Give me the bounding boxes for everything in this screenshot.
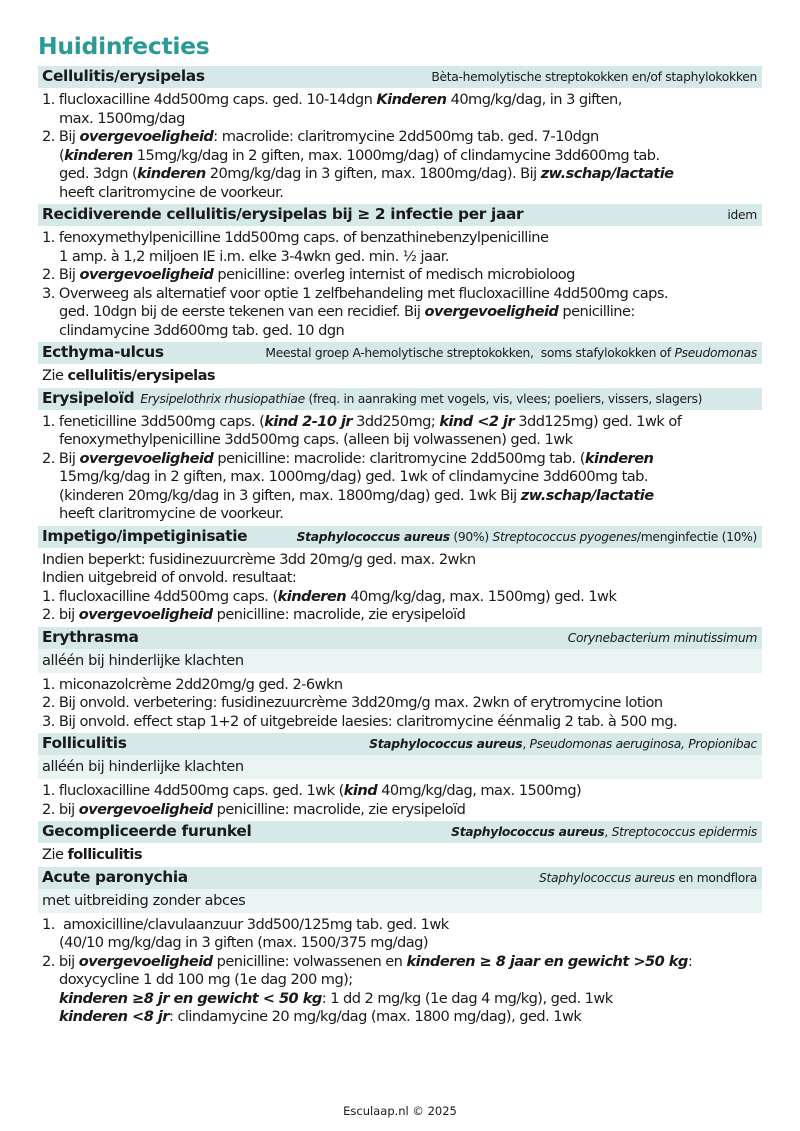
page-title: Huidinfecties [38,32,210,60]
section-body [38,364,762,388]
body-line: 1. flucloxacilline 4dd500mg caps. (kinderen 40mg/kg/dag, max. 1500mg) ged. 1wk [42,587,617,605]
body-line: 2. Bij onvold. verbetering: fusidinezuurcrème 3dd20mg/g max. 2wkn of erytromycine lotion [42,694,663,711]
section-header [38,821,762,843]
body-line: (kinderen 20mg/kg/dag in 3 giften, max. 1800mg/dag) ged. 1wk Bij zw.schap/lactatie [59,486,654,504]
section [38,821,762,867]
section-title: Folliculitis [42,734,127,752]
section [38,627,762,734]
section-organism: Erysipelothrix rhusiopathiae (freq. in aanraking met vogels, vis, vlees; poeliers, vissers, slagers) [140,391,703,406]
body-line: 3. Overweeg als alternatief voor optie 1 zelfbehandeling met flucloxacilline 4dd500mg caps. [42,284,668,302]
section-header [38,627,762,649]
body-line: 3. Bij onvold. effect stap 1+2 of uitgebreide laesies: claritromycine éénmalig 2 tab. à 500 mg. [42,712,678,730]
body-line: 1. flucloxacilline 4dd500mg caps. ged. 10-14dgn Kinderen 40mg/kg/dag, in 3 giften, [42,91,622,108]
section [38,204,762,342]
section-header [38,204,762,226]
section-note: alléén bij hinderlijke klachten [38,755,762,779]
section-organism: Staphylococcus aureus (90%) Streptococcus pyogenes/menginfectie (10%) [296,529,757,544]
section-header [38,733,762,755]
section-body [38,226,762,342]
section [38,342,762,388]
section-organism: Staphylococcus aureus, Pseudomonas aeruginosa, Propionibac [369,737,757,751]
body-line: (kinderen 15mg/kg/dag in 2 giften, max. 1000mg/dag) of clindamycine 3dd600mg tab. [59,146,660,164]
section-organism: Staphylococcus aureus, Streptococcus epidermis [451,825,757,839]
sections-container [38,66,762,1029]
body-line: clindamycine 3dd600mg tab. ged. 10 dgn [59,321,345,339]
section-body [38,913,762,1029]
section-header [38,867,762,889]
section-title: Impetigo/impetiginisatie [42,526,248,545]
body-line: 2. bij overgevoeligheid penicilline: volwassenen en kinderen ≥ 8 jaar en gewicht >50 kg: [42,952,693,970]
body-line: 1. flucloxacilline 4dd500mg caps. ged. 1wk (kind 40mg/kg/dag, max. 1500mg) [42,782,582,799]
body-line: 1. miconazolcrème 2dd20mg/g ged. 2-6wkn [42,675,343,693]
section-title: Recidiverende cellulitis/erysipelas bij ≥ 2 infectie per jaar [42,205,524,223]
body-line: (40/10 mg/kg/dag in 3 giften (max. 1500/375 mg/dag) [59,934,429,951]
body-line: Zie cellulitis/erysipelas [42,367,216,384]
section-header [38,388,762,410]
section-header [38,66,762,88]
section [38,867,762,1029]
section-organism: Meestal groep A-hemolytische streptokokken, soms stafylokokken of Pseudomonas [265,346,757,360]
body-line: 2. Bij overgevoeligheid penicilline: overleg internist of medisch microbioloog [42,266,575,283]
section-organism: Bèta-hemolytische streptokokken en/of staphylokokken [431,70,757,84]
body-line: heeft claritromycine de voorkeur. [59,183,284,201]
body-line: max. 1500mg/dag [59,109,185,127]
section-organism: idem [727,208,757,222]
page [38,30,762,1029]
body-line: 15mg/kg/dag in 2 giften, max. 1000mg/dag) ged. 1wk of clindamycine 3dd600mg tab. [59,468,648,485]
section-title: Acute paronychia [42,867,188,886]
section-body [38,88,762,204]
body-line: heeft claritromycine de voorkeur. [59,505,284,522]
section-header [38,342,762,364]
section-body [38,843,762,867]
body-line: 2. Bij overgevoeligheid: macrolide: claritromycine 2dd500mg tab. ged. 7-10dgn [42,128,599,145]
section [38,66,762,204]
body-line: 2. bij overgevoeligheid penicilline: macrolide, zie erysipeloïd [42,800,466,818]
body-line: kinderen <8 jr: clindamycine 20 mg/kg/dag (max. 1800 mg/dag), ged. 1wk [59,1008,582,1025]
section-body [38,410,762,526]
section-organism: Staphylococcus aureus en mondflora [539,870,757,885]
body-line: ged. 3dgn (kinderen 20mg/kg/dag in 3 giften, max. 1800mg/dag). Bij zw.schap/lactatie [59,165,674,182]
section [38,388,762,526]
section [38,733,762,821]
body-line: 2. bij overgevoeligheid penicilline: macrolide, zie erysipeloïd [42,606,466,623]
body-line: 1. feneticilline 3dd500mg caps. (kind 2-10 jr 3dd250mg; kind <2 jr 3dd125mg) ged. 1wk of [42,412,682,430]
section-note: alléén bij hinderlijke klachten [38,649,762,673]
footer: Esculaap.nl © 2025 [343,1104,457,1118]
section-body [38,673,762,734]
section-body [38,548,762,627]
section-title: Gecompliceerde furunkel [42,822,252,840]
section-title: Erysipeloïd [42,388,135,407]
section-title: Cellulitis/erysipelas [42,67,205,85]
section-note: met uitbreiding zonder abces [38,889,762,913]
section [38,526,762,627]
body-line: kinderen ≥8 jr en gewicht < 50 kg: 1 dd 2 mg/kg (1e dag 4 mg/kg), ged. 1wk [59,989,613,1007]
body-line: ged. 10dgn bij de eerste tekenen van een recidief. Bij overgevoeligheid penicilline: [59,303,635,320]
body-line: 2. Bij overgevoeligheid penicilline: macrolide: claritromycine 2dd500mg tab. (kinderen [42,449,654,467]
body-line: 1. amoxicilline/clavulaanzuur 3dd500/125mg tab. ged. 1wk [42,915,449,933]
body-line: Zie folliculitis [42,846,142,863]
section-header [38,526,762,548]
body-line: Indien beperkt: fusidinezuurcrème 3dd 20mg/g ged. max. 2wkn [42,550,476,568]
body-line: doxycycline 1 dd 100 mg (1e dag 200 mg); [59,971,353,988]
body-line: Indien uitgebreid of onvold. resultaat: [42,569,297,586]
body-line: fenoxymethylpenicilline 3dd500mg caps. (alleen bij volwassenen) ged. 1wk [59,431,573,448]
section-title: Ecthyma-ulcus [42,343,164,361]
section-body [38,779,762,821]
section-title: Erythrasma [42,627,139,646]
body-line: 1. fenoxymethylpenicilline 1dd500mg caps. of benzathinebenzylpenicilline [42,229,549,246]
section-organism: Corynebacterium minutissimum [567,630,757,645]
body-line: 1 amp. à 1,2 miljoen IE i.m. elke 3-4wkn ged. min. ½ jaar. [59,247,449,265]
